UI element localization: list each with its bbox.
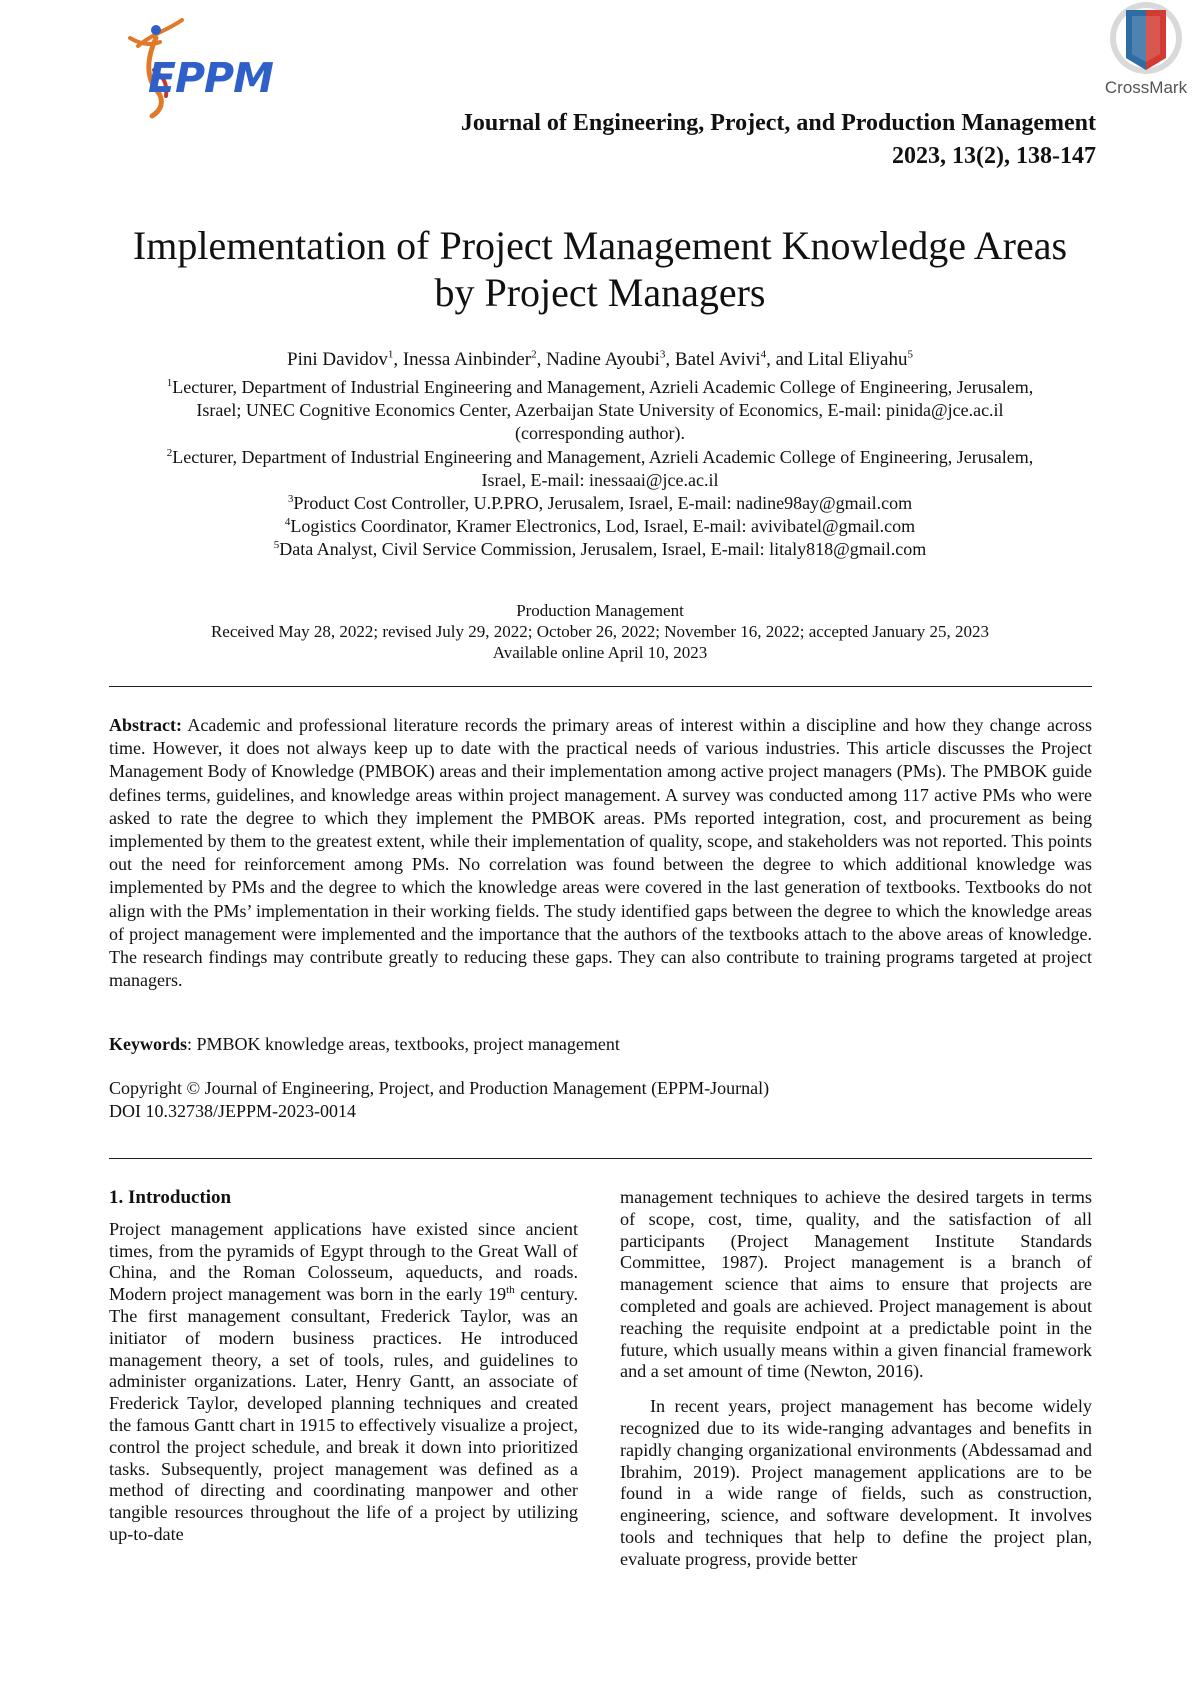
text-run: Project management applications have existed since ancient times, from the pyramids of Egypt through to the Great Wall of China, and the Roman Colosseum, aqueducts, and roads. Modern project management was born in the early 19	[109, 1218, 578, 1305]
author-sup: 2	[531, 348, 537, 361]
logo-text: EPPM	[148, 54, 273, 102]
author-sup: 4	[760, 348, 767, 361]
author-name: Pini Davidov	[287, 349, 388, 370]
available-online: Available online April 10, 2023	[492, 643, 708, 662]
affiliation-line: Product Cost Controller, U.P.PRO, Jerusalem, Israel, E-mail: nadine98ay@gmail.com	[293, 493, 913, 513]
title-line: Implementation of Project Management Knowledge Areas	[132, 223, 1068, 268]
paragraph: In recent years, project management has become widely recognized due to its wide-ranging advantages and benefits in rapidly changing organizational environments (Abdessamad and Ibrahim, 2019). Project management applications are to be found in a wide range of fields, such as construction, engineering, science, and software development. It involves tools and techniques that help to define the project plan, evaluate progress, provide better	[620, 1396, 1092, 1569]
divider	[109, 686, 1092, 687]
received-dates: Received May 28, 2022; revised July 29, 2022; October 26, 2022; November 16, 2022; accepted January 25, 2023	[210, 622, 990, 641]
paragraph	[109, 1219, 578, 1546]
affiliation-line: Lecturer, Department of Industrial Engineering and Management, Azrieli Academic College of Engineering, Jerusalem,	[172, 447, 1034, 467]
author-name: Nadine Ayoubi	[546, 349, 660, 370]
divider	[109, 1158, 1092, 1159]
affiliation-line: Israel, E-mail: inessaai@jce.ac.il	[481, 470, 719, 490]
affiliation-line: Logistics Coordinator, Kramer Electronics, Lod, Israel, E-mail: avivibatel@gmail.com	[290, 516, 916, 536]
copyright-block	[109, 1077, 1092, 1123]
article-title	[100, 222, 1100, 316]
abstract	[109, 714, 1092, 992]
abstract-label: Abstract:	[109, 715, 182, 735]
eppm-logo	[118, 16, 318, 122]
crossmark-icon	[1098, 0, 1194, 80]
affiliation-2	[110, 446, 1090, 492]
author-sup: 5	[907, 348, 913, 361]
keywords	[109, 1034, 1092, 1055]
affiliation-3	[110, 492, 1090, 515]
article-category: Production Management	[516, 601, 684, 620]
author-sep: , and	[766, 349, 808, 370]
crossmark-label: CrossMark	[1104, 78, 1188, 97]
abstract-text: Academic and professional literature records the primary areas of interest within a discipline and how they change across time. However, it does not always keep up to date with the practical needs of various industries. This article discusses the Project Management Body of Knowledge (PMBOK) areas and their implementation among active project managers (PMs). The PMBOK guide defines terms, guidelines, and knowledge areas within project management. A survey was conducted among 117 active PMs who were asked to rate the degree to which they implement the PMBOK areas. PMs reported integration, cost, and procurement as being implemented by them to the greatest extent, while their implementation of quality, scope, and stakeholders was not reported. This points out the need for reinforcement among PMs. No correlation was found between the degree to which additional knowledge was implemented by PMs and the degree to which the knowledge areas were covered in the last generation of textbooks. Textbooks do not align with the PMs’ implementation in their working fields. The study identified gaps between the degree to which the knowledge areas of project management were implemented and the importance that the authors of the textbooks attach to the above areas of knowledge. The research findings may contribute greatly to reducing these gaps. They can also contribute to training programs targeted at project managers.	[109, 715, 1092, 991]
author-sep: ,	[393, 349, 403, 370]
title-line: by Project Managers	[434, 270, 766, 315]
doi-line[interactable]: DOI 10.32738/JEPPM-2023-0014	[109, 1101, 357, 1121]
crossmark-badge[interactable]	[1098, 0, 1194, 104]
author-sup: 3	[659, 348, 666, 361]
paragraph: management techniques to achieve the desired targets in terms of scope, cost, time, quality, and the satisfaction of all participants (Project Management Institute Standards Committee, 1987). Project management is a branch of management science that aims to ensure that projects are completed and goals are achieved. Project management is about reaching the requisite endpoint at a predictable point in the future, which usually means within a given financial framework and a set amount of time (Newton, 2016).	[620, 1187, 1092, 1382]
author-name: Batel Avivi	[674, 349, 761, 370]
journal-issue: 2023, 13(2), 138-147	[892, 143, 1096, 169]
affiliation-sup: 1	[166, 377, 173, 389]
affiliation-sup: 4	[284, 516, 291, 528]
affiliation-line: Data Analyst, Civil Service Commission, Jerusalem, Israel, E-mail: litaly818@gmail.com	[279, 539, 927, 559]
keywords-text: : PMBOK knowledge areas, textbooks, project management	[187, 1034, 620, 1054]
affiliation-line: Israel; UNEC Cognitive Economics Center, Azerbaijan State University of Economics, E-mail: pinida@jce.ac.il	[196, 400, 1004, 420]
author-sep: ,	[536, 349, 547, 370]
author-sup: 1	[387, 348, 394, 361]
copyright-line: Copyright © Journal of Engineering, Project, and Production Management (EPPM-Journal)	[109, 1078, 770, 1098]
author-sep: ,	[665, 349, 675, 370]
text-sup: th	[506, 1284, 515, 1297]
author-name: Lital Eliyahu	[807, 349, 908, 370]
affiliation-sup: 5	[273, 539, 280, 551]
author-name: Inessa Ainbinder	[402, 349, 532, 370]
intro-right-column	[620, 1187, 1092, 1571]
section-heading: 1. Introduction	[109, 1187, 232, 1208]
author-list	[100, 349, 1100, 371]
keywords-label: Keywords	[109, 1034, 187, 1054]
affiliation-4	[110, 515, 1090, 538]
intro-left-column	[109, 1187, 578, 1546]
affiliation-line: (corresponding author).	[515, 423, 685, 443]
journal-name: Journal of Engineering, Project, and Production Management	[460, 110, 1096, 136]
affiliation-5	[110, 538, 1090, 561]
affiliation-1	[110, 376, 1090, 445]
affiliation-sup: 3	[287, 493, 294, 505]
affiliation-line: Lecturer, Department of Industrial Engineering and Management, Azrieli Academic College of Engineering, Jerusalem,	[172, 377, 1034, 397]
affiliation-sup: 2	[166, 447, 173, 459]
text-run: century. The first management consultant, Frederick Taylor, was an initiator of modern business practices. He introduced management theory, a set of tools, rules, and guidelines to administer organizations. Later, Henry Gantt, an associate of Frederick Taylor, developed planning techniques and created the famous Gantt chart in 1915 to effectively visualize a project, control the project schedule, and break it down into prioritized tasks. Subsequently, project management was defined as a method of directing and coordinating manpower and other tangible resources throughout the life of a project by utilizing up-to-date	[109, 1284, 578, 1544]
